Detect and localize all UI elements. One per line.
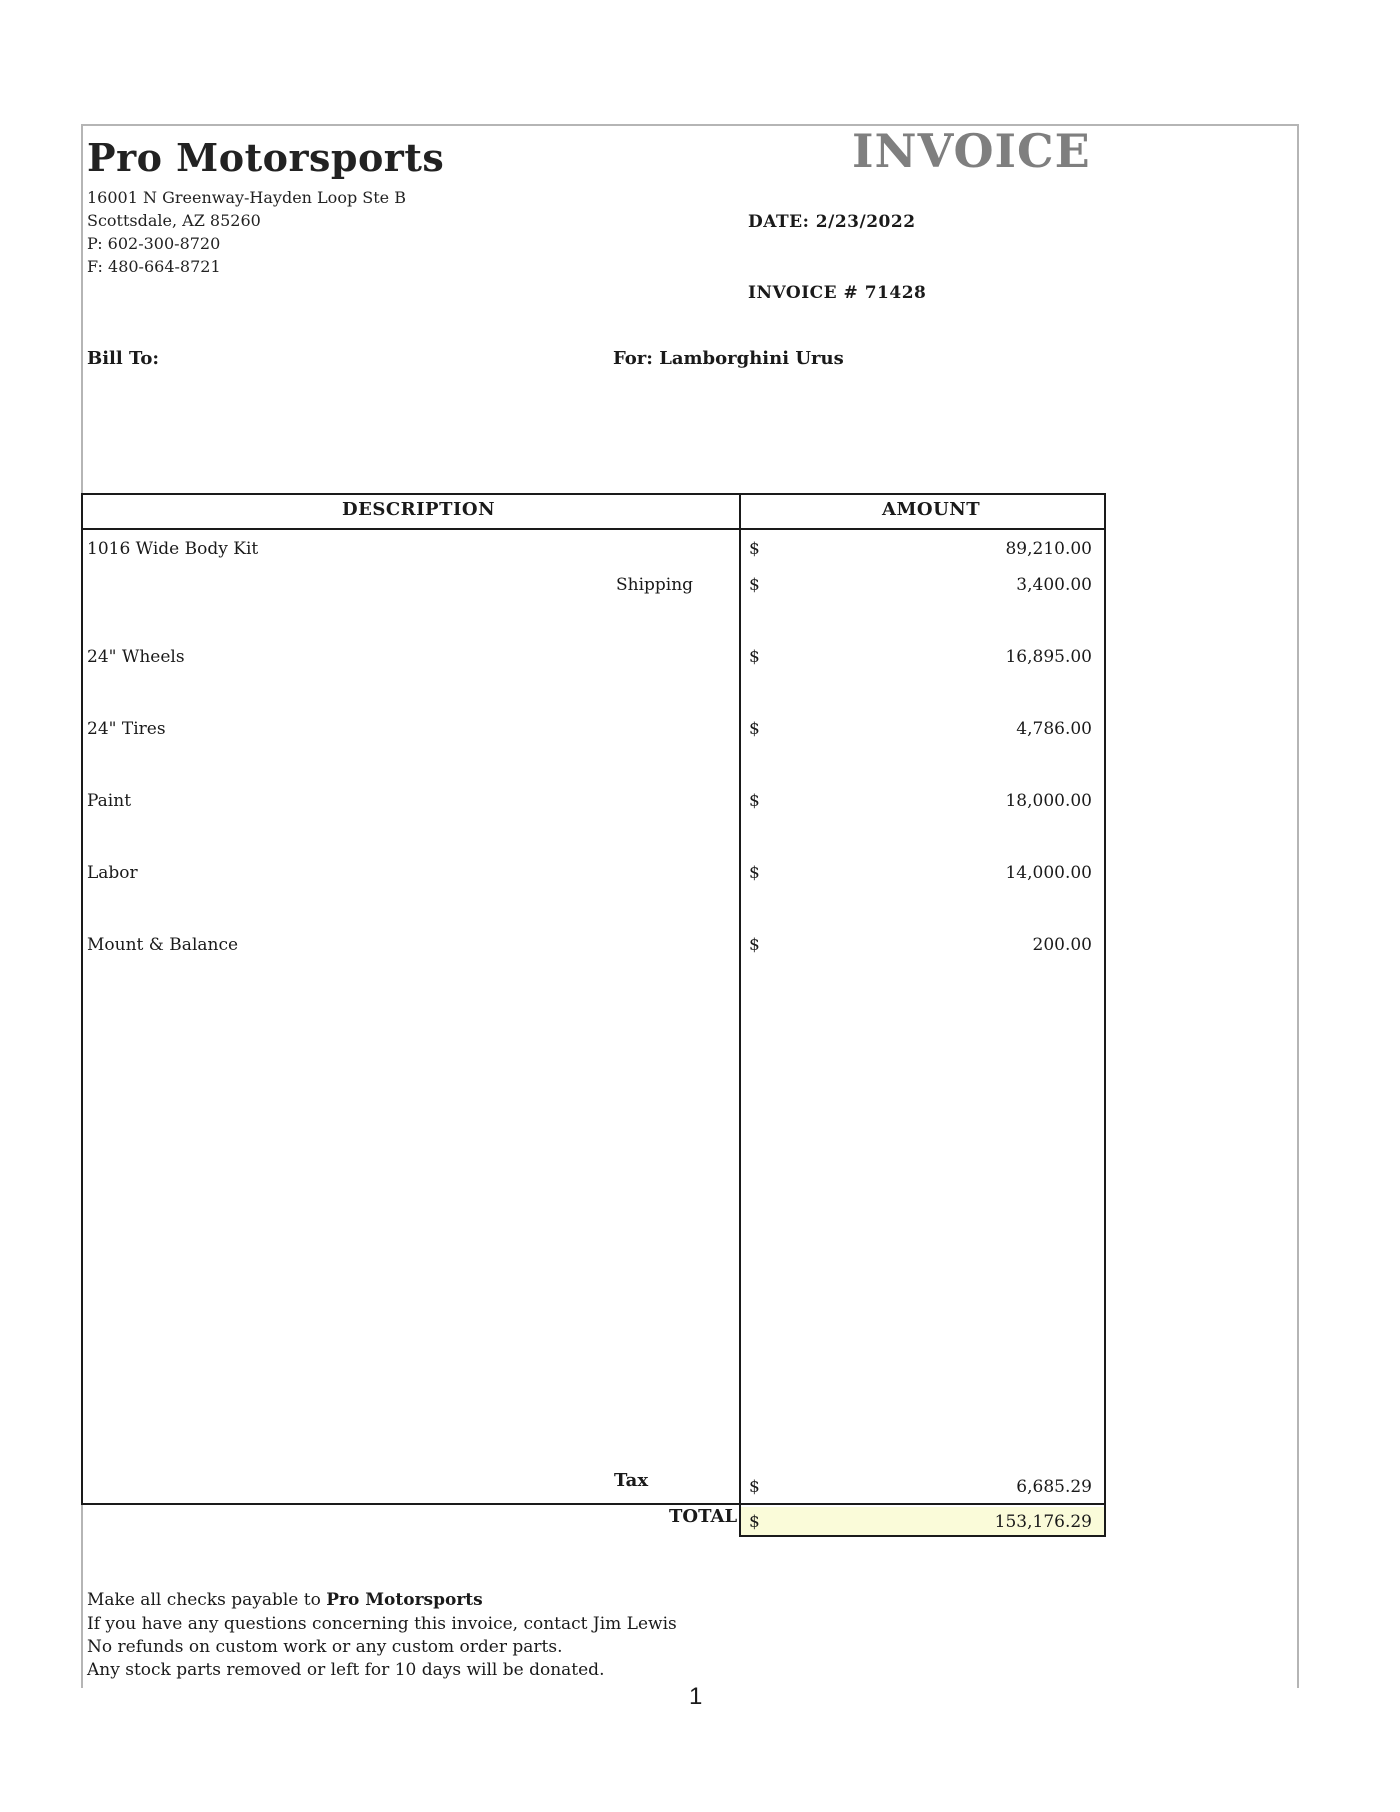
- total-amount: 153,176.29: [994, 1512, 1092, 1532]
- total-cell-bottom-border: [739, 1535, 1106, 1537]
- currency-symbol: $: [749, 791, 760, 811]
- fax: F: 480-664-8721: [87, 257, 221, 276]
- total-label: TOTAL: [669, 1506, 738, 1527]
- vehicle-label: For: Lamborghini Urus: [613, 348, 844, 369]
- table-row-amount: 89,210.00: [1005, 539, 1092, 559]
- address-line2: Scottsdale, AZ 85260: [87, 211, 261, 230]
- currency-symbol: $: [749, 1512, 760, 1532]
- page-number: 1: [689, 1683, 703, 1710]
- total-cell-right-border: [1104, 1505, 1106, 1537]
- table-row-description: Labor: [87, 863, 138, 883]
- checks-prefix: Make all checks payable to: [87, 1590, 321, 1610]
- items-table: [81, 493, 1106, 1505]
- document-title: INVOICE: [852, 124, 1091, 178]
- tax-amount: 6,685.29: [1016, 1477, 1092, 1497]
- currency-symbol: $: [749, 647, 760, 667]
- description-column-header: DESCRIPTION: [342, 499, 496, 520]
- table-row-amount: 200.00: [1032, 935, 1092, 955]
- table-row-description: Paint: [87, 791, 132, 811]
- phone: P: 602-300-8720: [87, 234, 221, 253]
- currency-symbol: $: [749, 935, 760, 955]
- bill-to-label: Bill To:: [87, 348, 159, 369]
- currency-symbol: $: [749, 863, 760, 883]
- company-name: Pro Motorsports: [87, 135, 445, 180]
- refunds-note: No refunds on custom work or any custom order parts.: [87, 1637, 563, 1657]
- tax-label: Tax: [614, 1470, 649, 1491]
- table-row-description: Mount & Balance: [87, 935, 239, 955]
- currency-symbol: $: [749, 1477, 760, 1497]
- address-line1: 16001 N Greenway-Hayden Loop Ste B: [87, 188, 406, 207]
- table-row-amount: 16,895.00: [1005, 647, 1092, 667]
- table-row-amount: 4,786.00: [1016, 719, 1092, 739]
- currency-symbol: $: [749, 575, 760, 595]
- invoice-number: INVOICE # 71428: [748, 283, 927, 303]
- table-row-description: 24" Wheels: [87, 647, 185, 667]
- table-header-divider: [81, 528, 1106, 530]
- checks-payee: Pro Motorsports: [326, 1590, 483, 1610]
- table-row-description: 1016 Wide Body Kit: [87, 539, 259, 559]
- amount-column-header: AMOUNT: [882, 499, 981, 520]
- questions-note: If you have any questions concerning this invoice, contact Jim Lewis: [87, 1614, 677, 1634]
- table-row-description: Shipping: [616, 575, 694, 595]
- table-row-amount: 18,000.00: [1005, 791, 1092, 811]
- table-row-amount: 3,400.00: [1016, 575, 1092, 595]
- currency-symbol: $: [749, 719, 760, 739]
- stock-parts-note: Any stock parts removed or left for 10 days will be donated.: [87, 1660, 605, 1680]
- table-row-amount: 14,000.00: [1005, 863, 1092, 883]
- column-divider: [739, 493, 741, 1537]
- invoice-date: DATE: 2/23/2022: [748, 212, 916, 232]
- checks-payable-note: [87, 1590, 483, 1610]
- currency-symbol: $: [749, 539, 760, 559]
- table-row-description: 24" Tires: [87, 719, 166, 739]
